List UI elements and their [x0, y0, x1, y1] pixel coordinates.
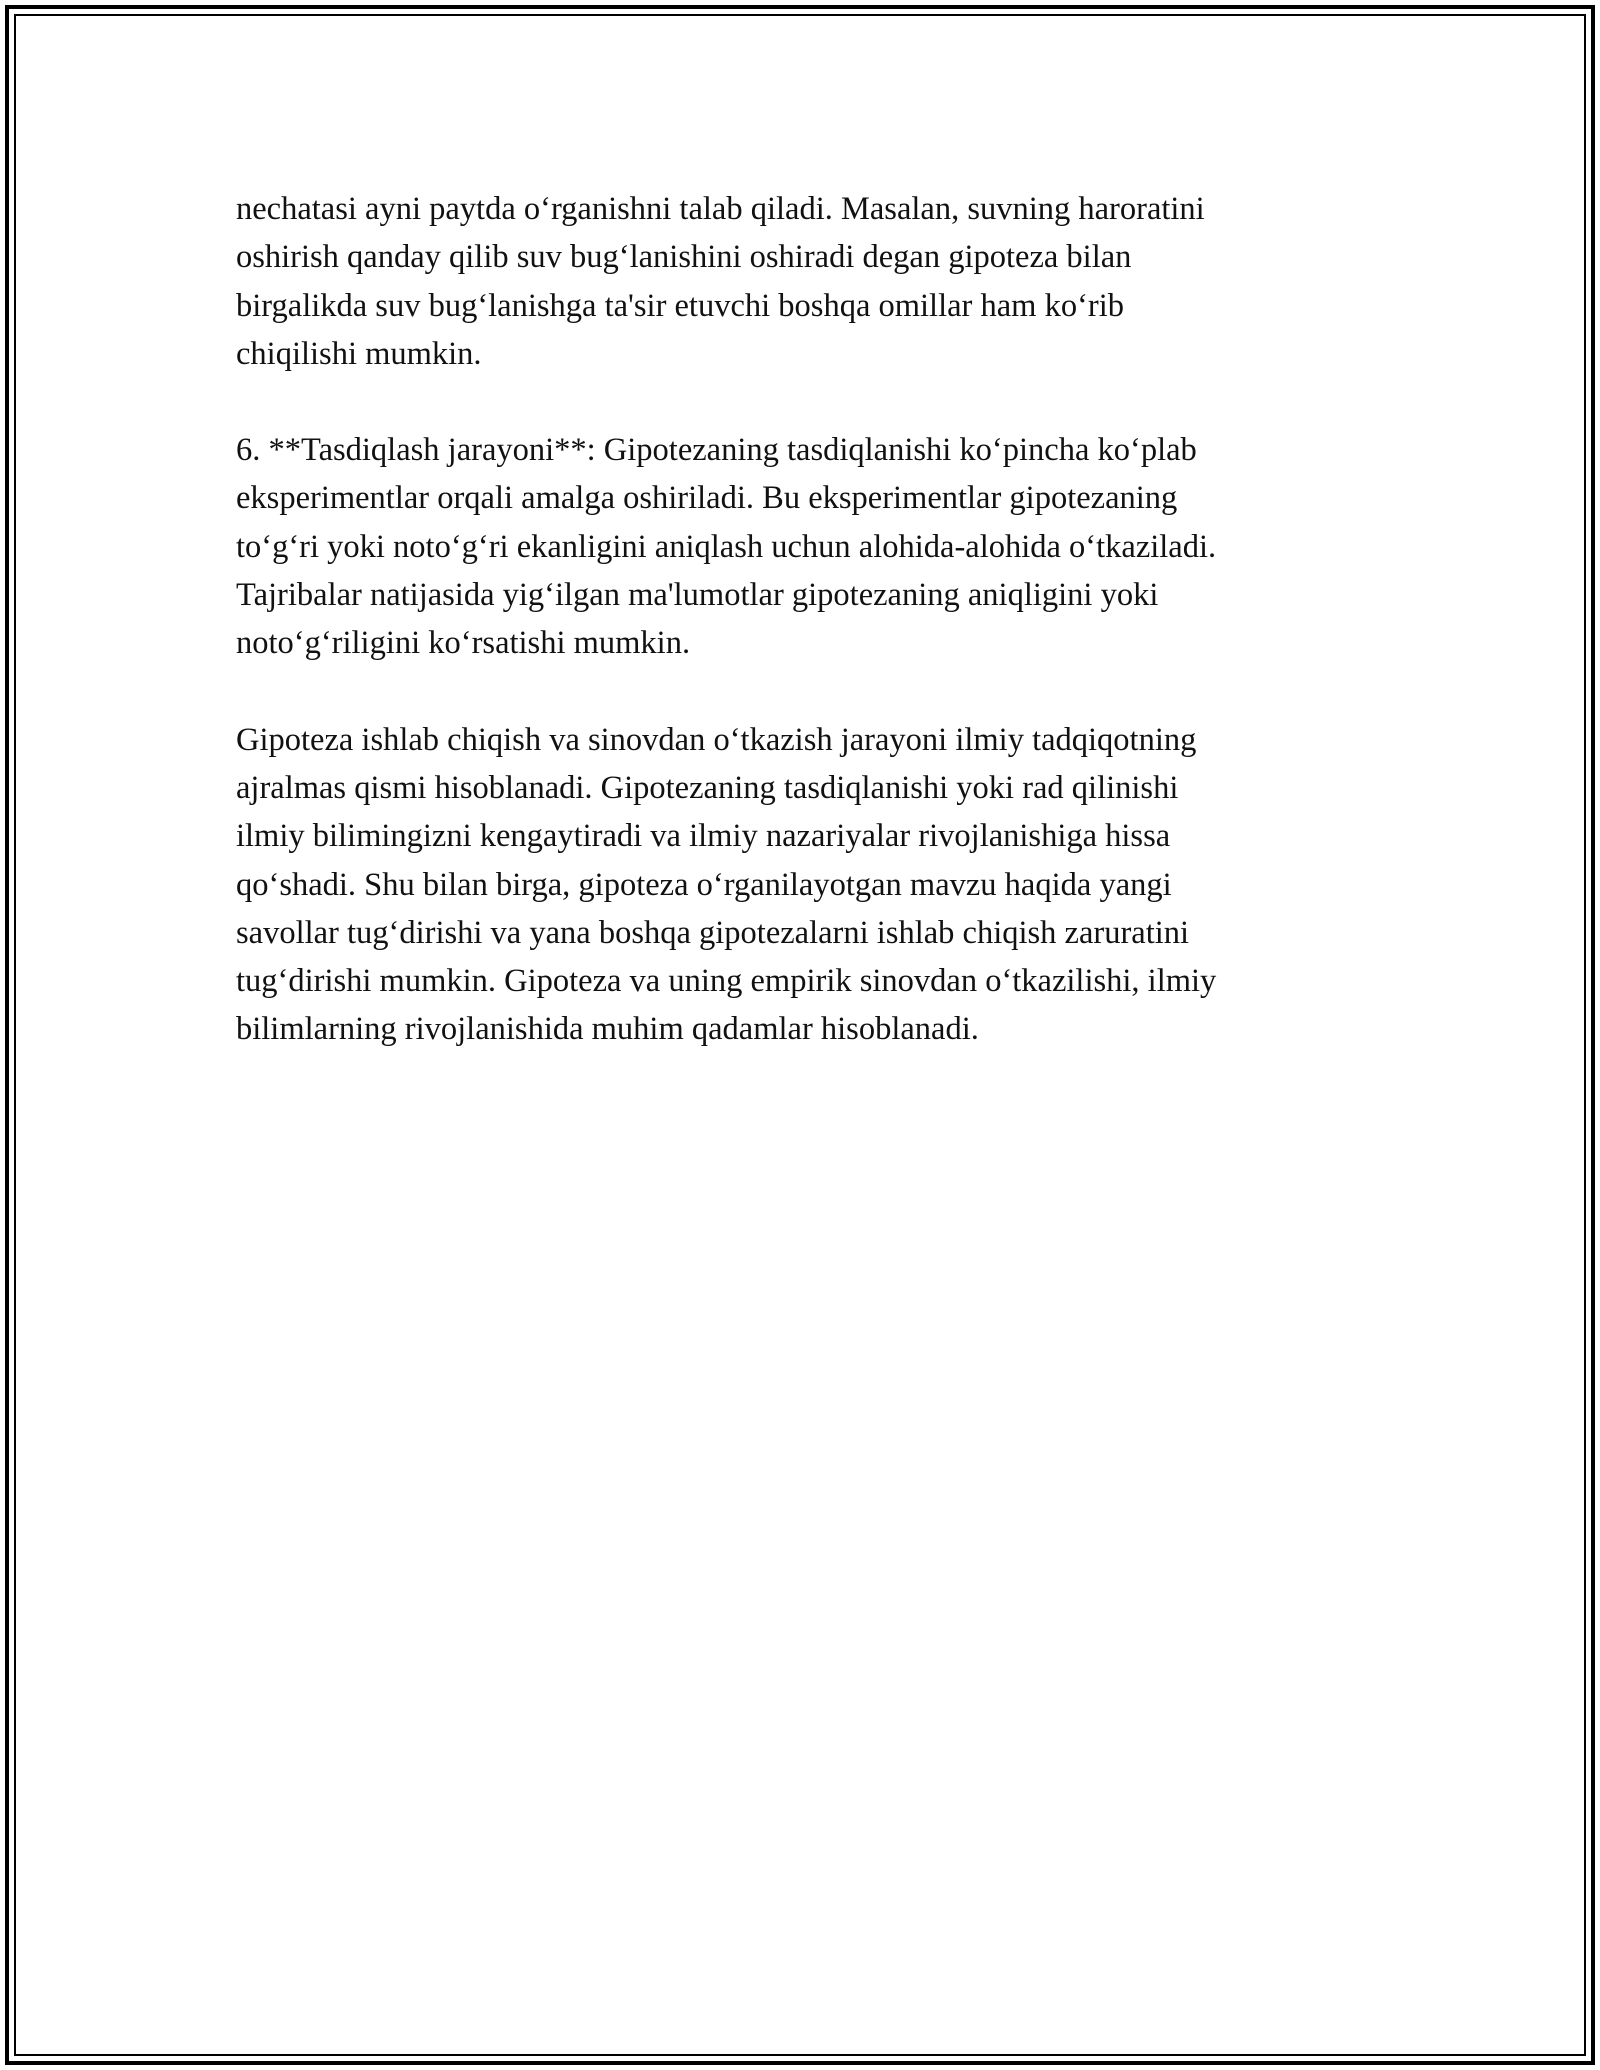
paragraph-continuation: nechatasi ayni paytda o‘rganishni talab qiladi. Masalan, suvning haroratini oshirish qanday qilib suv bug‘lanishini oshiradi degan gipoteza bilan birgalikda suv bug‘lanishga ta'sir etuvchi boshqa omillar ham ko‘rib chiqilishi mumkin.	[236, 191, 1205, 372]
paragraph-confirmation-process: 6. **Tasdiqlash jarayoni**: Gipotezaning tasdiqlanishi ko‘pincha ko‘plab eksperimentlar orqali amalga oshiriladi. Bu eksperimentlar gipotezaning to‘g‘ri yoki noto‘g‘ri ekanligini aniqlash uchun alohida-alohida o‘tkaziladi. Tajribalar natijasida yig‘ilgan ma'lumotlar gipotezaning aniqligini yoki noto‘g‘riligini ko‘rsatishi mumkin.	[236, 432, 1217, 662]
paragraph-conclusion: Gipoteza ishlab chiqish va sinovdan o‘tkazish jarayoni ilmiy tadqiqotning ajralmas qismi hisoblanadi. Gipotezaning tasdiqlanishi yoki rad qilinishi ilmiy bilimingizni kengaytiradi va ilmiy nazariyalar rivojlanishiga hissa qo‘shadi. Shu bilan birga, gipoteza o‘rganilayotgan mavzu haqida yangi savollar tug‘dirishi va yana boshqa gipotezalarni ishlab chiqish zaruratini tug‘dirishi mumkin. Gipoteza va uning empirik sinovdan o‘tkazilishi, ilmiy bilimlarning rivojlanishida muhim qadamlar hisoblanadi.	[236, 721, 1217, 1048]
document-body	[236, 185, 1361, 1102]
